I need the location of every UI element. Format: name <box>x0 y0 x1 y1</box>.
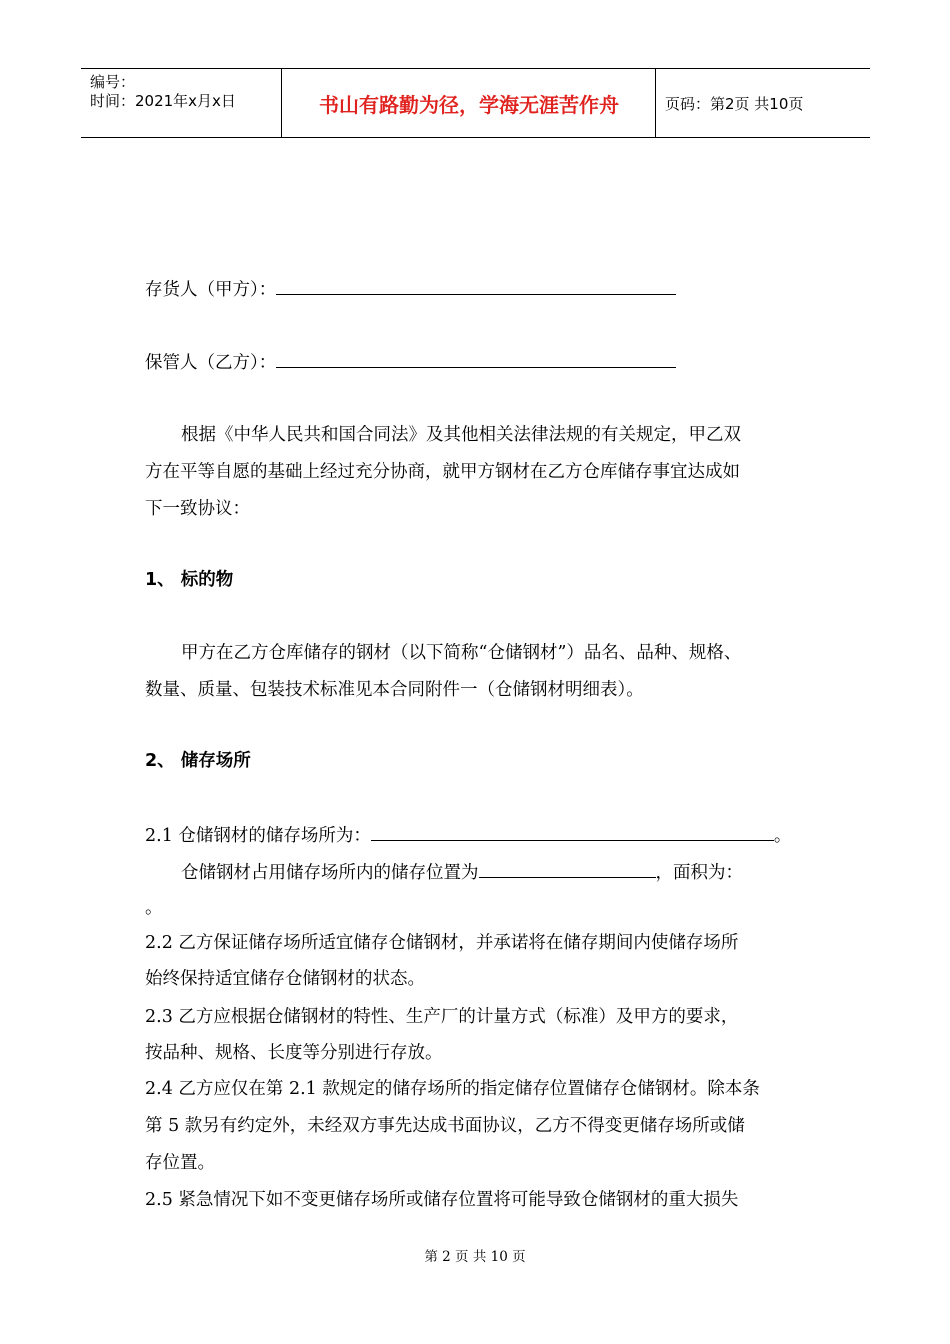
section-heading: 2、 储存场所 <box>145 751 251 771</box>
page-header <box>81 68 870 138</box>
depositor-line <box>145 276 676 302</box>
clause-2-3-line: 2.3 乙方应根据仓储钢材的特性、生产厂的计量方式（标准）及甲方的要求， <box>145 1007 739 1027</box>
clause-2-3-line: 按品种、规格、长度等分别进行存放。 <box>145 1043 443 1063</box>
depositor-blank <box>276 276 676 295</box>
intro-paragraph-line: 方在平等自愿的基础上经过充分协商，就甲方钢材在乙方仓库储存事宜达成如 <box>145 462 740 482</box>
keeper-line <box>145 349 676 375</box>
storage-position-text: 仓储钢材占用储存场所内的储存位置为 <box>181 863 479 883</box>
clause-2-1-end: 。 <box>773 826 792 846</box>
keeper-blank <box>276 349 676 368</box>
area-label: ，面积为： <box>655 863 743 883</box>
depositor-label: 存货人（甲方）： <box>145 280 277 300</box>
header-page-info: 页码：第2页 共10页 <box>665 94 804 113</box>
intro-paragraph-line: 下一致协议： <box>145 499 250 519</box>
clause-2-4-line: 2.4 乙方应仅在第 2.1 款规定的储存场所的指定储存位置储存仓储钢材。除本条 <box>145 1079 760 1099</box>
clause-2-1 <box>145 822 791 848</box>
clause-2-2-line: 2.2 乙方保证储存场所适宜储存仓储钢材，并承诺将在储存期间内使储存场所 <box>145 933 739 953</box>
clause-2-4-line: 存位置。 <box>145 1153 215 1173</box>
page-footer: 第 2 页 共 10 页 <box>424 1249 526 1265</box>
storage-position-blank <box>479 859 656 878</box>
header-divider <box>655 69 656 137</box>
section1-paragraph-line: 数量、质量、包装技术标准见本合同附件一（仓储钢材明细表）。 <box>145 680 644 700</box>
document-number-label: 编号： <box>90 73 136 91</box>
clause-2-4-line: 第 5 款另有约定外，未经双方事先达成书面协议，乙方不得变更储存场所或储 <box>145 1116 745 1136</box>
clause-2-2-line: 始终保持适宜储存仓储钢材的状态。 <box>145 969 425 989</box>
intro-paragraph-line: 根据《中华人民共和国合同法》及其他相关法律法规的有关规定，甲乙双 <box>181 425 741 445</box>
keeper-label: 保管人（乙方）： <box>145 353 277 373</box>
header-meta <box>90 73 236 111</box>
clause-2-1-text: 2.1 仓储钢材的储存场所为： <box>145 826 371 846</box>
storage-place-blank <box>371 822 774 841</box>
clause-2-1-area-end: 。 <box>145 898 163 918</box>
section1-paragraph-line: 甲方在乙方仓库储存的钢材（以下简称“仓储钢材”）品名、品种、规格、 <box>181 643 742 663</box>
section-heading: 1、 标的物 <box>145 570 234 590</box>
header-divider <box>281 69 282 137</box>
header-motto: 书山有路勤为径，学海无涯苦作舟 <box>319 92 619 117</box>
clause-2-5-line: 2.5 紧急情况下如不变更储存场所或储存位置将可能导致仓储钢材的重大损失 <box>145 1190 739 1210</box>
document-time-label: 时间：2021年x月x日 <box>90 92 236 110</box>
clause-2-1-position <box>181 859 743 885</box>
